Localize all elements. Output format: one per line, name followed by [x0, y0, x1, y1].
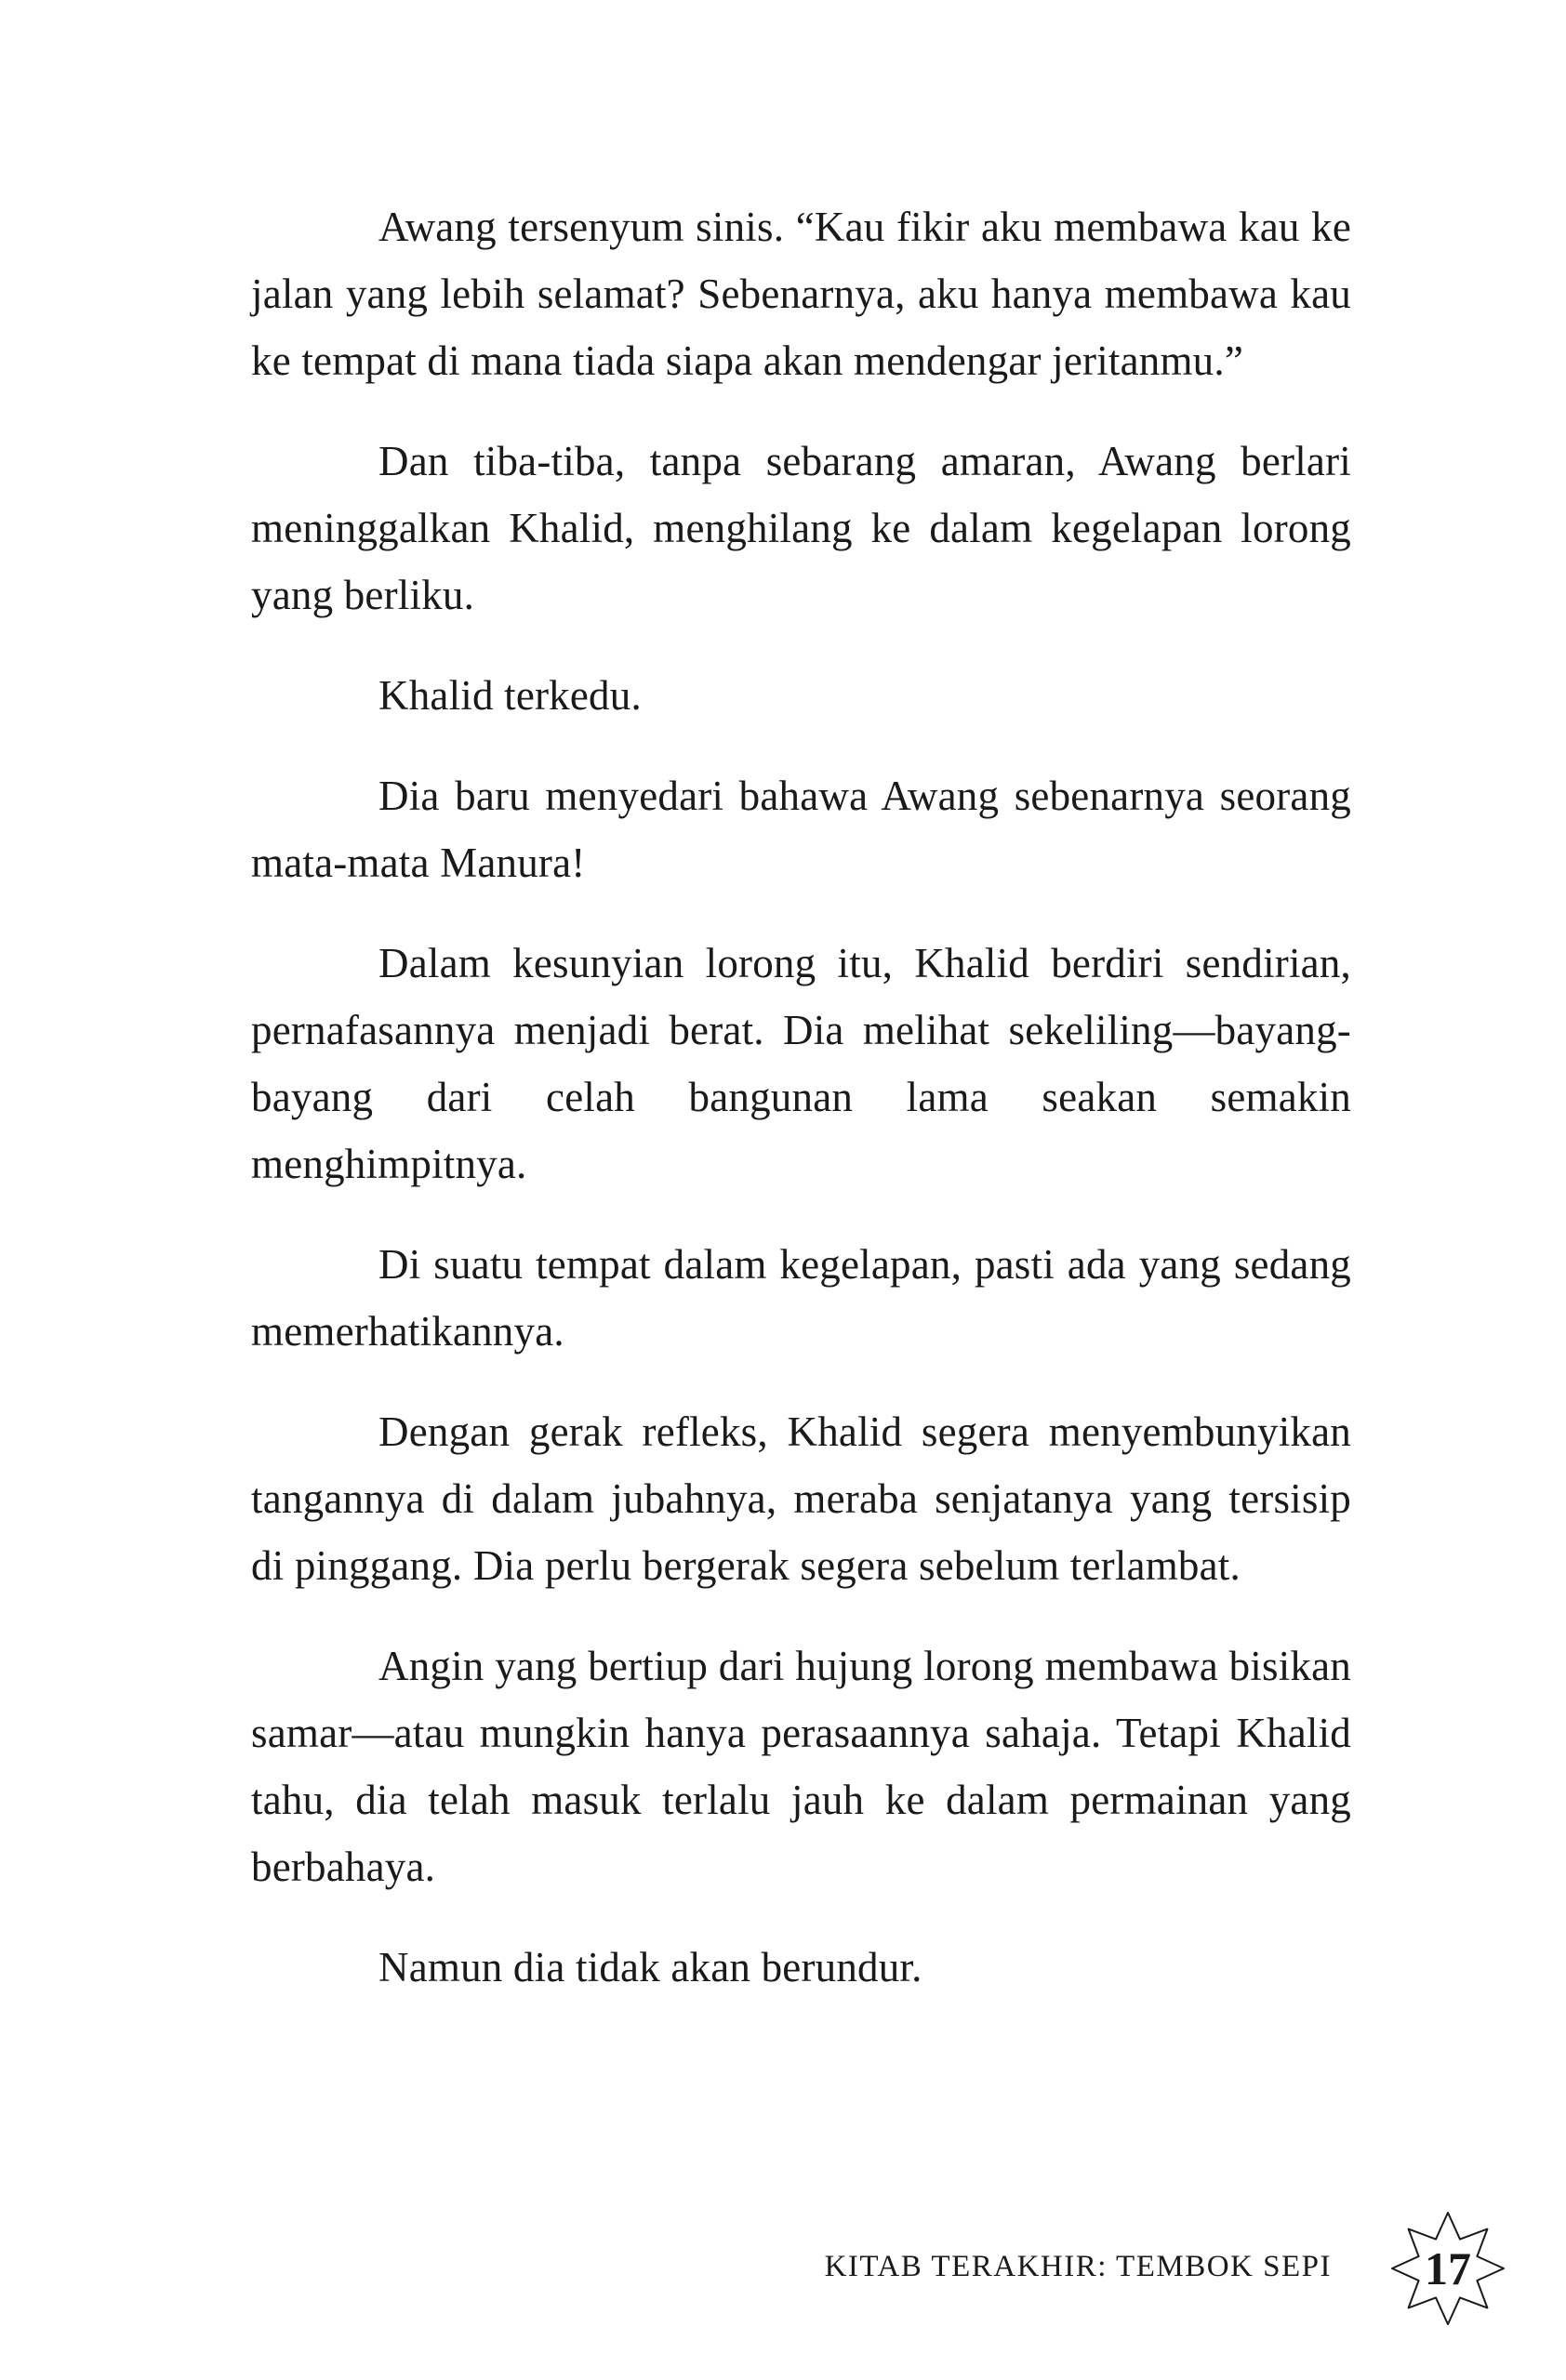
paragraph-9: Namun dia tidak akan berundur.: [378, 1944, 922, 1990]
paragraph-3: Khalid terkedu.: [378, 672, 642, 719]
paragraph-8: Angin yang bertiup dari hujung lorong membawa bisikan samar—atau mungkin hanya perasaannya sahaja. Tetapi Khalid tahu, dia telah masuk terlalu jauh ke dalam permainan yang berbahaya.: [251, 1643, 1351, 1890]
page-number: 17: [1425, 2242, 1471, 2294]
paragraph-6: Di suatu tempat dalam kegelapan, pasti ada yang sedang memerhatikannya.: [251, 1241, 1351, 1355]
page-footer: [0, 2203, 1566, 2334]
running-title: KITAB TERAKHIR: TEMBOK SEPI: [824, 2250, 1332, 2283]
page-body: [251, 193, 1351, 2034]
paragraph-1: Awang tersenyum sinis. “Kau fikir aku membawa kau ke jalan yang lebih selamat? Sebenarnya, aku hanya membawa kau ke tempat di mana tiada siapa akan mendengar jeritanmu.”: [251, 204, 1351, 384]
page-number-badge: [1383, 2203, 1513, 2334]
paragraph-4: Dia baru menyedari bahawa Awang sebenarnya seorang mata-mata Manura!: [251, 773, 1351, 886]
paragraph-7: Dengan gerak refleks, Khalid segera menyembunyikan tangannya di dalam jubahnya, meraba senjatanya yang tersisip di pinggang. Dia perlu bergerak segera sebelum terlambat.: [251, 1408, 1351, 1589]
paragraph-5: Dalam kesunyian lorong itu, Khalid berdiri sendirian, pernafasannya menjadi berat. Dia melihat sekeliling—bayang-bayang dari celah bangunan lama seakan semakin menghimpitnya.: [251, 940, 1351, 1187]
paragraph-2: Dan tiba-tiba, tanpa sebarang amaran, Awang berlari meninggalkan Khalid, menghilang ke dalam kegelapan lorong yang berliku.: [251, 438, 1351, 618]
